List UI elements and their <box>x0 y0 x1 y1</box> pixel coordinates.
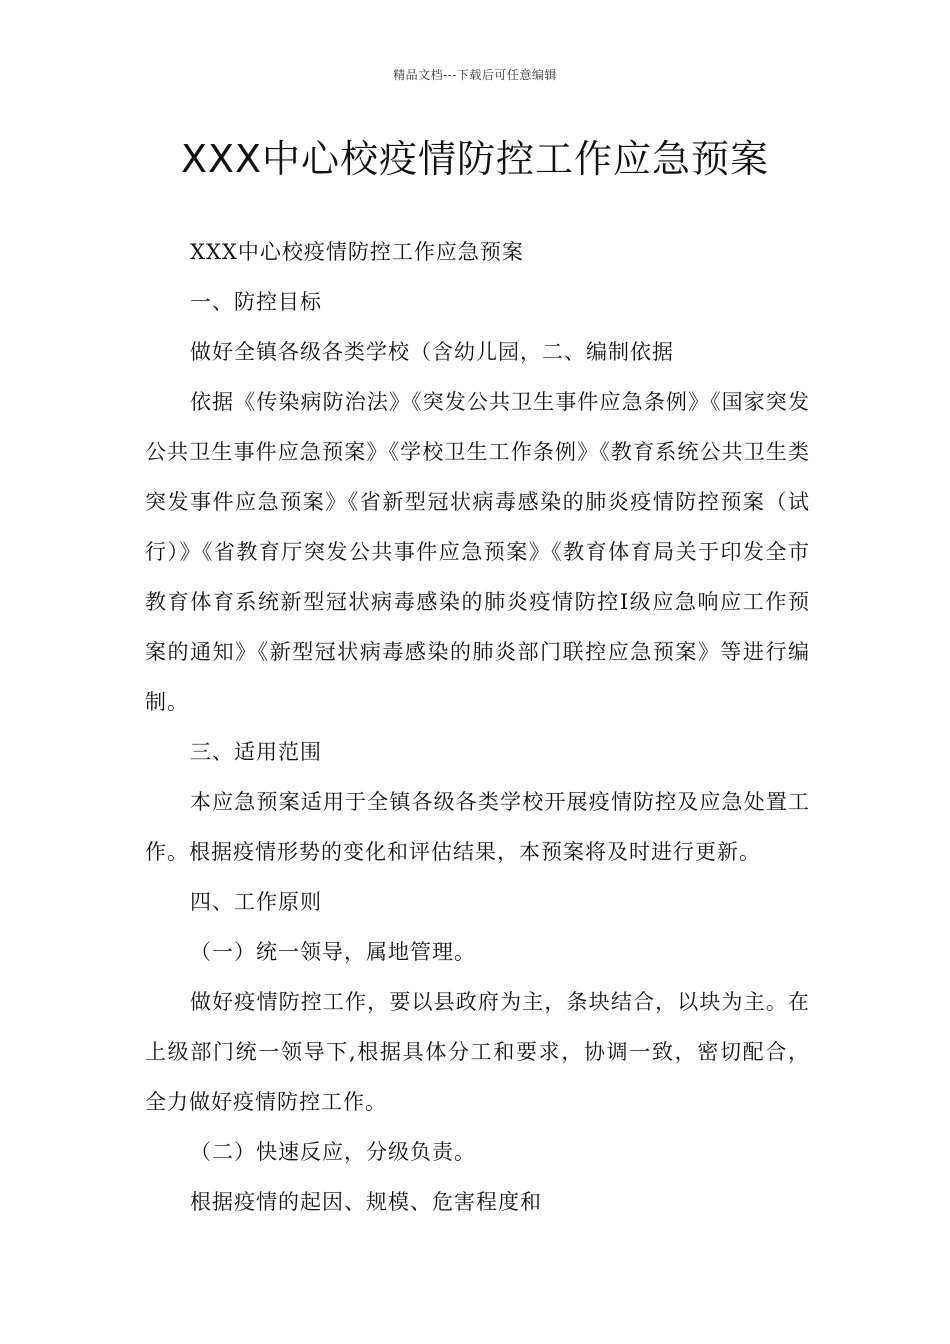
paragraph-goals: 做好全镇各级各类学校（含幼儿园，二、编制依据 <box>190 340 674 364</box>
paragraph-subtitle: XXX中心校疫情防控工作应急预案 <box>190 240 524 264</box>
subheading-rapid-response: （二）快速反应，分级负责。 <box>190 1140 476 1164</box>
paragraph-unified-leadership: 做好疫情防控工作，要以县政府为主，条块结合，以块为主。在上级部门统一领导下,根据具体分工和要求，协调一致，密切配合，全力做好疫情防控工作。 <box>145 990 810 1114</box>
paragraph-scope: 本应急预案适用于全镇各级各类学校开展疫情防控及应急处置工作。根据疫情形势的变化和评估结果，本预案将及时进行更新。 <box>145 790 810 864</box>
section-heading-scope: 三、适用范围 <box>190 740 322 764</box>
section-heading-goals: 一、防控目标 <box>190 290 322 314</box>
page-header-note: 精品文档---下载后可任意编辑 <box>393 68 557 82</box>
document-title: XXX中心校疫情防控工作应急预案 <box>180 137 770 181</box>
document-body <box>145 227 810 1227</box>
subheading-unified-leadership: （一）统一领导，属地管理。 <box>190 940 476 964</box>
paragraph-rapid-response: 根据疫情的起因、规模、危害程度和 <box>190 1190 542 1214</box>
paragraph-basis: 依据《传染病防治法》《突发公共卫生事件应急条例》《国家突发公共卫生事件应急预案》《学校卫生工作条例》《教育系统公共卫生类突发事件应急预案》《省新型冠状病毒感染的肺炎疫情防控预案（试行）》《省教育厅突发公共事件应急预案》《教育体育局关于印发全市教育体育系统新型冠状病毒感染的肺炎疫情防控Ⅰ级应急响应工作预案的通知》《新型冠状病毒感染的肺炎部门联控应急预案》等进行编制。 <box>145 390 810 714</box>
section-heading-principles: 四、工作原则 <box>190 890 322 914</box>
